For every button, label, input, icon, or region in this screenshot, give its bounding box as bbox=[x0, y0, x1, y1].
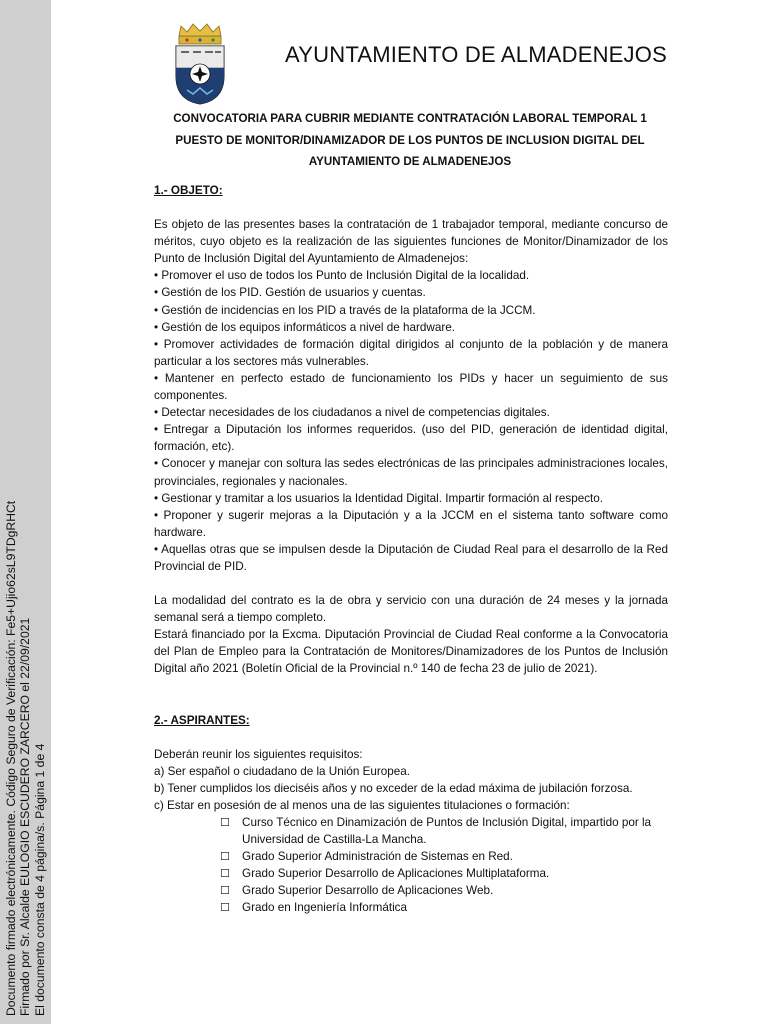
bullet-item: • Gestión de incidencias en los PID a través de la plataforma de la JCCM. bbox=[154, 303, 536, 317]
bullet-item: • Gestionar y tramitar a los usuarios la Identidad Digital. Impartir formación al respecto. bbox=[154, 491, 604, 505]
qualification-item bbox=[154, 865, 668, 882]
signature-margin-text bbox=[4, 476, 47, 1016]
bullet-item: • Entregar a Diputación los informes requeridos. (uso del PID, generación de identidad digital, formación, etc). bbox=[154, 423, 668, 454]
qualification-text: Grado en Ingeniería Informática bbox=[242, 901, 408, 915]
requirement-item: b) Tener cumplidos los dieciséis años y no exceder de la edad máxima de jubilación forzosa. bbox=[154, 781, 633, 795]
section-paragraph: La modalidad del contrato es la de obra y servicio con una duración de 24 meses y la jornada semanal será a tiempo completo. bbox=[154, 594, 668, 625]
bullet-item: • Mantener en perfecto estado de funcionamiento los PIDs y hacer un seguimiento de sus componentes. bbox=[154, 371, 668, 403]
bullet-item: • Aquellas otras que se impulsen desde la Diputación de Ciudad Real para el desarrollo de la Red Provincial de PID. bbox=[154, 542, 668, 573]
bullet-item: • Proponer y sugerir mejoras a la Diputación y a la JCCM en el sistema tanto software como hardware. bbox=[154, 508, 668, 539]
checkbox-icon: ☐ bbox=[220, 816, 230, 829]
section-paragraph: Estará financiado por la Excma. Diputación Provincial de Ciudad Real conforme a la Convocatoria del Plan de Empleo para la Contratación de Monitores/Dinamizadores de los Puntos de Inclusión Digital año 2021 (Boletín Oficial de la Provincial n.º 140 de fecha 23 de julio de 2021). bbox=[154, 628, 668, 676]
bullet-item: • Gestión de los PID. Gestión de usuarios y cuentas. bbox=[154, 286, 426, 300]
section-title: 2.- ASPIRANTES: bbox=[154, 713, 250, 727]
section-paragraph: Deberán reunir los siguientes requisitos: bbox=[154, 747, 363, 761]
qualification-text: Grado Superior Administración de Sistemas en Red. bbox=[242, 850, 513, 864]
checkbox-icon: ☐ bbox=[220, 884, 230, 898]
document-heading bbox=[150, 108, 670, 173]
qualification-item bbox=[154, 899, 668, 916]
bullet-item: • Gestión de los equipos informáticos a nivel de hardware. bbox=[154, 320, 455, 334]
town-name: AYUNTAMIENTO DE ALMADENEJOS bbox=[285, 42, 667, 67]
bullet-item: • Detectar necesidades de los ciudadanos a nivel de competencias digitales. bbox=[154, 406, 550, 420]
signature-margin bbox=[0, 0, 51, 1024]
requirement-item: a) Ser español o ciudadano de la Unión Europea. bbox=[154, 764, 411, 778]
qualification-text: Grado Superior Desarrollo de Aplicaciones Multiplataforma. bbox=[242, 867, 550, 881]
coat-of-arms-icon bbox=[167, 22, 233, 106]
heading-line: AYUNTAMIENTO DE ALMADENEJOS bbox=[308, 155, 512, 168]
page-count-line: El documento consta de 4 página/s. Página 1 de 4 bbox=[32, 743, 47, 1016]
verification-line: Documento firmado electrónicamente. Código Seguro de Verificación: Fe5+Ujio62sL9TDgRHCt bbox=[4, 500, 18, 1016]
requirement-item: c) Estar en posesión de al menos una de las siguientes titulaciones o formación: bbox=[154, 798, 570, 812]
bullet-item: • Promover actividades de formación digital dirigidos al conjunto de la población y de manera particular a los sectores más vulnerables. bbox=[154, 337, 668, 368]
qualification-item bbox=[154, 882, 668, 899]
document-body bbox=[154, 182, 668, 917]
qualification-item bbox=[154, 814, 668, 848]
checkbox-icon: ☐ bbox=[220, 901, 230, 915]
qualification-text: Grado Superior Desarrollo de Aplicaciones Web. bbox=[242, 884, 494, 898]
checkbox-icon: ☐ bbox=[220, 867, 230, 881]
qualification-text: Curso Técnico en Dinamización de Puntos de Inclusión Digital, impartido por la Universidad de Castilla-La Mancha. bbox=[242, 816, 652, 847]
heading-line: CONVOCATORIA PARA CUBRIR MEDIANTE CONTRATACIÓN LABORAL TEMPORAL 1 bbox=[173, 112, 647, 125]
heading-line: PUESTO DE MONITOR/DINAMIZADOR DE LOS PUNTOS DE INCLUSION DIGITAL DEL bbox=[175, 133, 645, 147]
signer-line: Firmado por Sr. Alcalde EULOGIO ESCUDERO ZARCERO el 22/09/2021 bbox=[18, 617, 33, 1016]
qualification-item bbox=[154, 848, 668, 865]
bullet-item: • Promover el uso de todos los Punto de Inclusión Digital de la localidad. bbox=[154, 269, 530, 283]
section-title: 1.- OBJETO: bbox=[154, 184, 223, 197]
section-paragraph: Es objeto de las presentes bases la contratación de 1 trabajador temporal, mediante concurso de méritos, cuyo objeto es la realización de las siguientes funciones de Monitor/Dinamizador de los Punto de Inclusión Digital del Ayuntamiento de Almadenejos: bbox=[154, 218, 668, 266]
bullet-item: • Conocer y manejar con soltura las sedes electrónicas de las principales administraciones locales, provinciales, regionales y nacionales. bbox=[154, 457, 668, 488]
checkbox-icon: ☐ bbox=[220, 850, 230, 864]
